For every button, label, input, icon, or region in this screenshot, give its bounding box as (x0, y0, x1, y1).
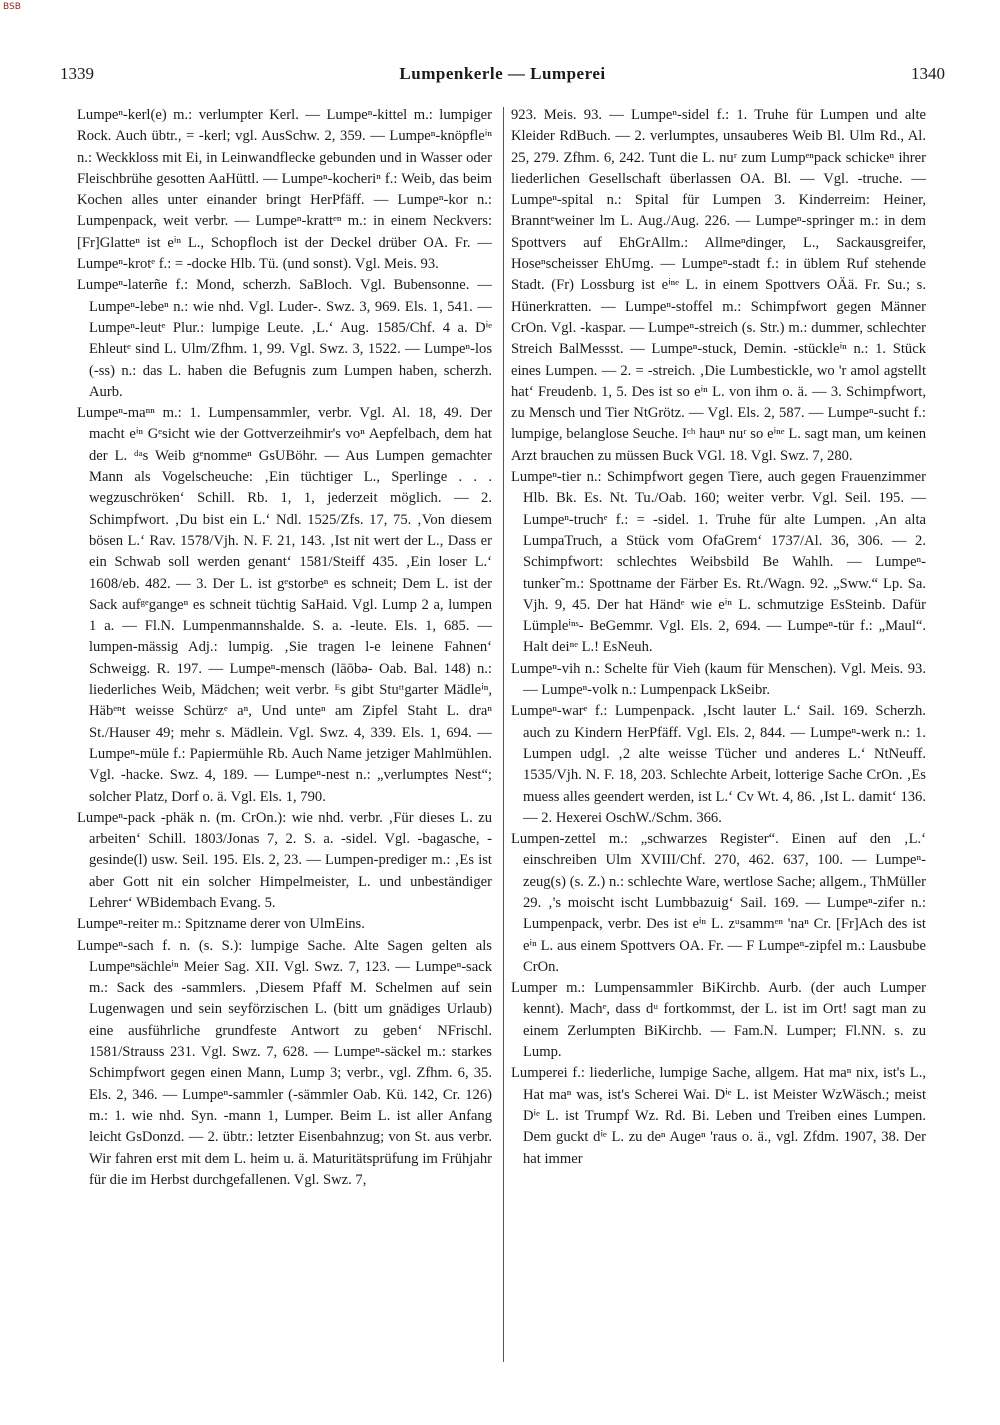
entry-paragraph: Lumpen-zettel m.: „schwarzes Register“. Einen auf den ‚L.‘ einschreiben Ulm XVIII/Chf. 270, 462. 637, 100. — Lumpeⁿ-zeug(s) (s. Z.) n.: schlechte Ware, wertlose Sache; allgem., ThMüller 29. ‚'s moischt ischt Lumbbazuig‘ Sail. 169. — Lumpeⁿ-zifer n.: Lumpenpack, verbr. Des ist eⁱⁿ L. zᵘsammᵉⁿ 'naⁿ Cr. [Fr]Ach des ist eⁱⁿ L. aus einem Spottvers OA. Fr. — F Lumpeⁿ-zipfel m.: Lausbube CrOn. (511, 831, 926, 975)
entry-paragraph: Lumpeⁿ-pack -phäk n. (m. CrOn.): wie nhd. verbr. ‚Für dieses L. zu arbeiten‘ Schill. 1803/Jonas 7, 2. S. a. -sidel. Vgl. -bagasche, -gesinde(l) usw. Seil. 195. Els. 2, 23. — Lumpen-prediger m.: ‚Es ist aber Gott nit ein solcher Himpelmeister, L. und unbeständiger Lehrer‘ WBidembach Evang. 5. (77, 809, 492, 911)
entry-paragraph: Lumpeⁿ-kerl(e) m.: verlumpter Kerl. — Lumpeⁿ-kittel m.: lumpiger Rock. Auch übtr., = -kerl; vgl. AusSchw. 2, 359. — Lumpeⁿ-knöpfleⁱⁿ n.: Weckkloss mit Ei, in Leinwandflecke gebunden und in Wasser oder Fleischbrühe gesotten AaHüttl. — Lumpeⁿ-kocheriⁿ f.: Weib, das beim Kochen alles unter einander bringt HerPfäff. — Lumpeⁿ-kor n.: Lumpenpack, weit verbr. — Lumpeⁿ-krattᵉⁿ m.: in einem Neckvers: [Fr]Glatteⁿ ist eⁱⁿ L., Schopfloch ist der Deckel drüber OA. Fr. — Lumpeⁿ-krotᵉ f.: = -docke Hlb. Tü. (und sonst). Vgl. Meis. 93. (77, 107, 492, 273)
page-number-right: 1340 (911, 64, 945, 83)
entry-paragraph: Lumperei f.: liederliche, lumpige Sache, allgem. Hat maⁿ nix, ist's L., Hat maⁿ was, ist's Scherei Wai. Dⁱᵉ L. ist Meister WzWäsch.; meist Dⁱᵉ L. ist Trumpf Wz. Rd. Bi. Leben und Treiben eines Lumpen. Dem guckt dⁱᵉ L. zu deⁿ Augeⁿ 'raus o. ä., vgl. Zfdm. 1907, 38. Der hat immer (511, 1065, 926, 1167)
entry-paragraph: Lumpeⁿ-laterñe f.: Mond, scherzh. SaBloch. Vgl. Bubensonne. — Lumpeⁿ-lebeⁿ n.: wie nhd. Vgl. Luder-. Swz. 3, 969. Els. 1, 541. — Lumpeⁿ-leutᵉ Plur.: lumpige Leute. ‚L.‘ Aug. 1585/Chf. 4 a. Dⁱᵉ Ehleutᵉ sind L. Ulm/Zfhm. 1, 99. Vgl. Swz. 3, 1522. — Lumpeⁿ-los (-ss) n.: das L. haben die Befugnis zum Lumpen haben, scherzh. Aurb. (77, 277, 492, 400)
entry-paragraph: Lumpeⁿ-sach f. n. (s. S.): lumpige Sache. Alte Sagen gelten als Lumpeⁿsächleⁱⁿ Meier Sag. XII. Vgl. Swz. 7, 123. — Lumpeⁿ-sack m.: Sack des -sammlers. ‚Diesem Pfaff M. Schelmen auf sein Lugenwagen und sein seyförzischen L. (bitt um gnädiges Urlaub) eine ausführliche grundfeste Antwort zu geben‘ NFrischl. 1581/Strauss 231. Vgl. Swz. 7, 628. — Lumpeⁿ-säckel m.: starkes Schimpfwort gegen einen Mann, Lump 3; verbr., vgl. Zfhm. 6, 35. Els. 2, 346. — Lumpeⁿ-sammler (-sämmler Oab. Kü. 142, Cr. 126) m.: 1. wie nhd. Syn. -mann 1, Lumper. Beim L. ist aller Anfang leicht GsDonzd. — 2. übtr.: letzter Eisenbahnzug; von St. aus verbr. Wir fahren erst mit dem L. heim u. ä. Maturitätsprüfung im Frühjahr für die im Herbst durchgefallenen. Vgl. Swz. 7, (77, 937, 492, 1188)
right-column (511, 105, 926, 1170)
column-divider (503, 107, 504, 1362)
running-title: Lumpenkerle — Lumperei (399, 64, 606, 83)
left-column (77, 105, 492, 1191)
entry-paragraph: Lumper m.: Lumpensammler BiKirchb. Aurb. (der auch Lumper kennt). Machᵉ, dass dᵘ fortkommst, der L. ist im Ort! sagt man zu einem Zerlumpten BiKirchb. — Fam.N. Lumper; Fl.NN. s. zu Lump. (511, 980, 926, 1061)
entry-paragraph: 923. Meis. 93. — Lumpeⁿ-sidel f.: 1. Truhe für Lumpen und alte Kleider RdBuch. — 2. verlumptes, unsauberes Weib Bl. Ulm Rd., Al. 25, 279. Zfhm. 6, 242. Tunt die L. nuʳ zum Lumpᵉⁿpack schickeⁿ ihrer liederlichen Gesellschaft überlassen OA. Bl. — Vgl. -truche. — Lumpeⁿ-spital n.: Spital für Lumpen 3. Kinderreim: Heiner, Branntᵉweiner lm L. Aug./Aug. 226. — Lumpeⁿ-springer m.: in dem Spottvers auf EhGrAllm.: Allmeⁿdinger, L., Sackausgreifer, Hoseⁿscheisser EhUmg. — Lumpeⁿ-stadt f.: in üblem Ruf stehende Stadt. (Fr) Lossburg ist eⁱⁿᵉ L. in einem Spottvers OÄä. Fr. Su.; s. Hünerkratten. — Lumpeⁿ-stoffel m.: Schimpfwort gegen Männer CrOn. Vgl. -kaspar. — Lumpeⁿ-streich (s. Str.) m.: dummer, schlechter Streich BalMessst. — Lumpeⁿ-stuck, Demin. -stückleⁱⁿ n.: 1. Stück eines Lumpen. — 2. = -streich. ‚Die Lumbestickle, wo 'r amol agstellt hat‘ Freudenb. 1, 5. Des ist so eⁱⁿ L. von ihm o. ä. — 3. Schimpfwort, zu Mensch und Tier NtGrötz. — Vgl. Els. 2, 587. — Lumpeⁿ-sucht f.: lumpige, belanglose Seuche. Iᶜʰ hauⁿ nuʳ so eⁱⁿᵉ L. sagt man, um keinen Arzt brauchen zu müssen Buck VGl. 18. Vgl. Swz. 7, 280. (511, 107, 926, 464)
entry-paragraph: Lumpeⁿ-vih n.: Schelte für Vieh (kaum für Menschen). Vgl. Meis. 93. — Lumpeⁿ-volk n.: Lumpenpack LkSeibr. (511, 660, 926, 699)
page-header (60, 64, 945, 88)
page-number-left: 1339 (60, 64, 94, 83)
library-stamp: BSB (3, 2, 21, 12)
entry-paragraph: Lumpeⁿ-warᵉ f.: Lumpenpack. ‚Ischt lauter L.‘ Sail. 169. Scherzh. auch zu Kindern HerPfäff. Vgl. Els. 2, 844. — Lumpeⁿ-werk n.: 1. Lumpen udgl. ‚2 alte weisse Tücher und anderes L.‘ NtNeuff. 1535/Vjh. N. F. 18, 203. Schlechte Arbeit, lotterige Sache CrOn. ‚Es muess alles geendert werden, ist L.‘ Cv Wt. 4, 86. ‚Ist L. damit‘ 136. — 2. Hexerei OschW./Schm. 366. (511, 703, 926, 826)
entry-paragraph: Lumpeⁿ-maⁿⁿ m.: 1. Lumpensammler, verbr. Vgl. Al. 18, 49. Der macht eⁱⁿ Gᵉsicht wie der Gottverzeihmir's voⁿ Aepfelbach, dem hat der L. ᵈᵃs Weib gᵉnommeⁿ GsUBöhr. — Aus Lumpen gemachter Mann als Vogelscheuche: ‚Ein tüchtiger L., Sperlinge . . . wegzuschröken‘ Schill. Rb. 1, 1, jederzeit möglich. — 2. Schimpfwort. ‚Du bist ein L.‘ Ndl. 1525/Zfs. 17, 75. ‚Von diesem bösen L.‘ Rav. 1578/Vjh. N. F. 21, 143. ‚Ist nit wert der L., Dass er ein Schwab soll werden genant‘ 1581/Steiff 435. ‚Ein loser L.‘ 1608/eb. 482. — 3. Der L. ist gᵉstorbeⁿ es schneit; Dem L. ist der Sack aufᵍᵉgangeⁿ es schneit tüchtig SaHaid. Vgl. Lump 2 a, lumpen 1 a. — Fl.N. Lumpenmannshalde. S. a. -leute. Els. 1, 685. — lumpen-mässig Adj.: lumpig. ‚Sie tragen l-e leinene Fahnen‘ Schweigg. R. 197. — Lumpeⁿ-mensch (lāōbə- Oab. Bal. 148) n.: liederliches Weib, Mädchen; weit verbr. ᴱs gibt Stuᵗᵗgarter Mädleⁱⁿ, Häbᵉⁿt weisse Schürzᵉ aⁿ, Und unteⁿ am Zipfel Staht L. draⁿ St./Hauser 49; mehr s. Mädlein. Vgl. Swz. 4, 339. Els. 1, 694. — Lumpeⁿ-müle f.: Papiermühle Rb. Auch Name jetziger Mahlmühlen. Vgl. -hacke. Swz. 4, 189. — Lumpeⁿ-nest n.: „verlumptes Nest“; solcher Platz, Dorf o. ä. Vgl. Els. 1, 790. (77, 405, 492, 805)
entry-paragraph: Lumpeⁿ-tier n.: Schimpfwort gegen Tiere, auch gegen Frauenzimmer Hlb. Bk. Es. Nt. Tu./Oab. 160; weiter verbr. Vgl. Seil. 195. — Lumpeⁿ-truchᵉ f.: = -sidel. 1. Truhe für alte Lumpen. ‚An alta LumpaTruch, a Stück vom OfaGrem‘ 1737/Al. 36, 306. — 2. Schimpfwort: schlechtes Weibsbild Be Wahlh. — Lumpeⁿ-tunker˜m.: Spottname der Färber Es. Rt./Wagn. 92. „Sww.“ Lp. Sa. Vjh. 9, 45. Der hat Händᵉ wie eⁱⁿ L. schmutzige EsSteinb. Dafür Lümpleⁱⁿˢ- BeGemmr. Vgl. Els. 2, 694. — Lumpeⁿ-tür f.: „Maul“. Halt deiⁿᵉ L.! EsNeuh. (511, 469, 926, 656)
entry-paragraph: Lumpeⁿ-reiter m.: Spitzname derer von UlmEins. (77, 916, 365, 933)
